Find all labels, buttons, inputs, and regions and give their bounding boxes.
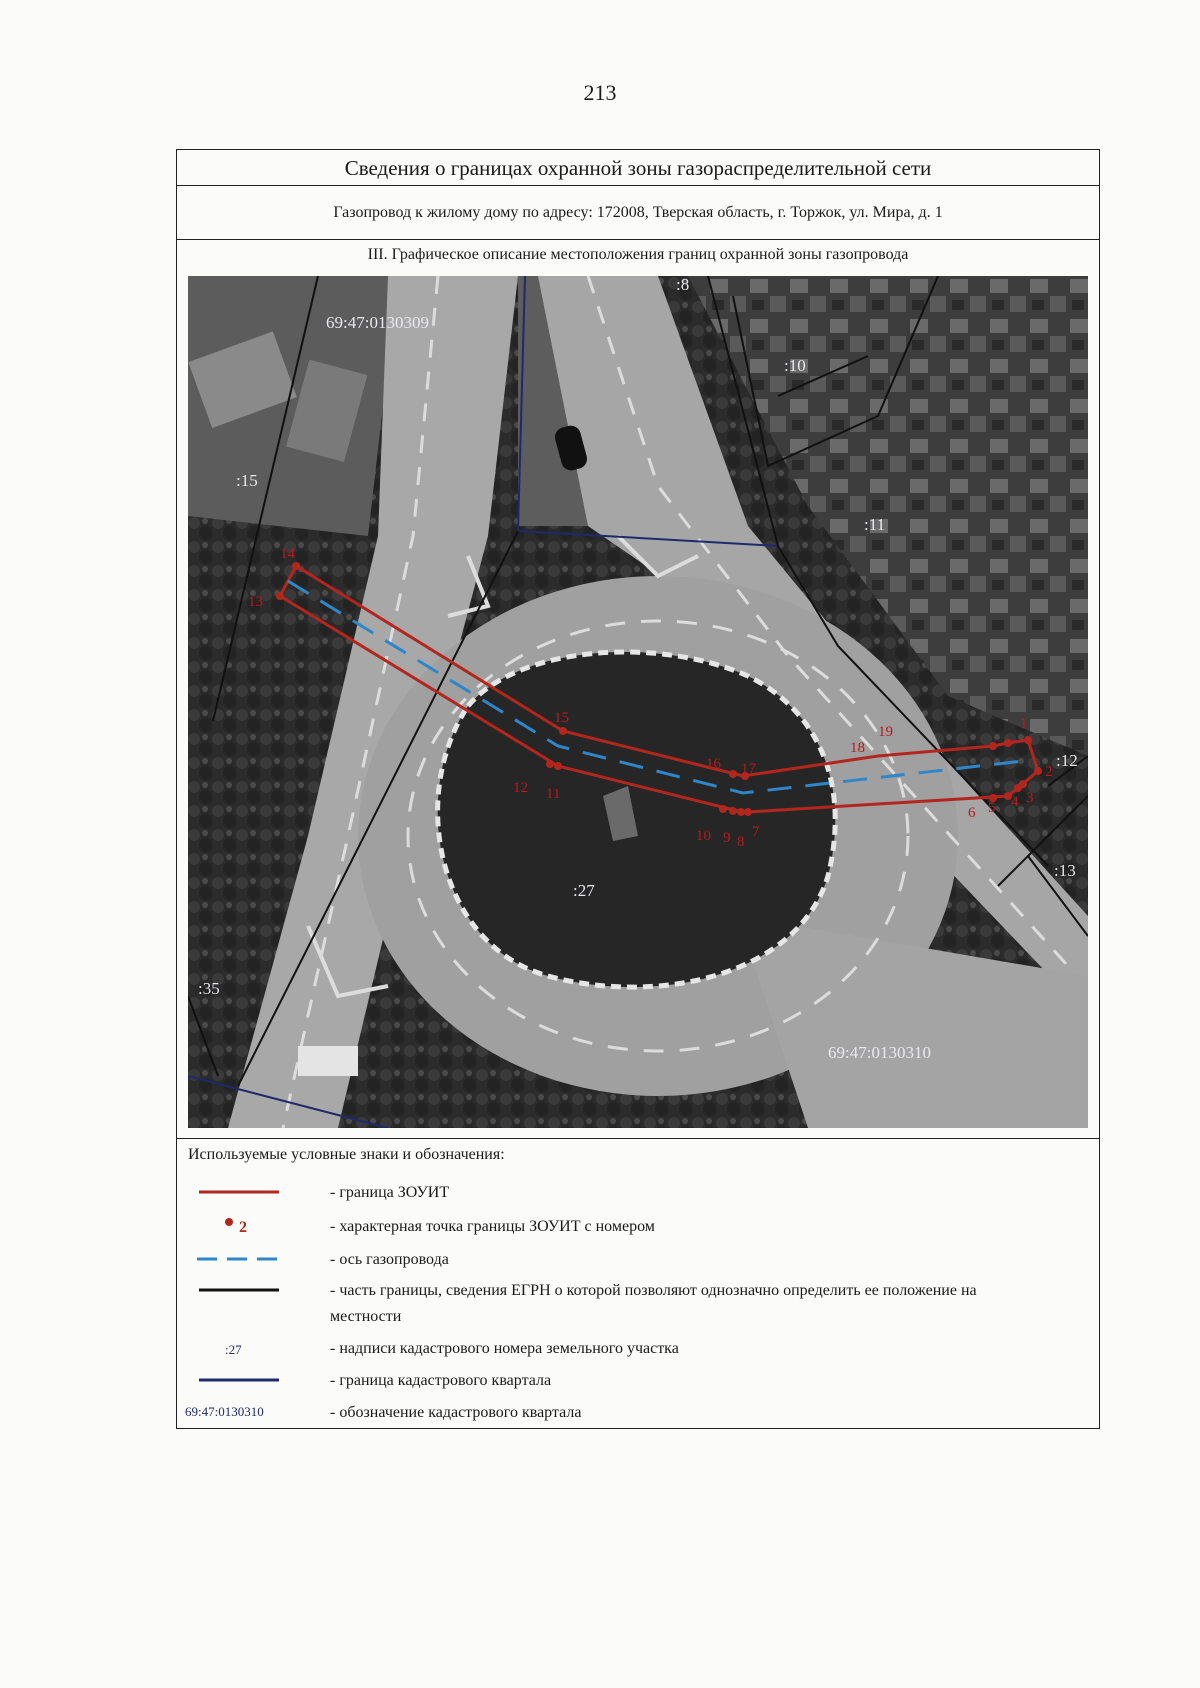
point-label: 10	[696, 828, 711, 844]
point-label: 6	[968, 805, 976, 821]
parcel-label: :11	[864, 515, 886, 534]
point-11	[554, 762, 562, 770]
legend-text: - обозначение кадастрового квартала	[330, 1404, 582, 1421]
point-2	[1034, 767, 1042, 775]
point-14	[292, 562, 300, 570]
page-number: 213	[583, 80, 617, 105]
point-18	[989, 742, 997, 750]
object-address: Газопровод к жилому дому по адресу: 172008, Тверская область, г. Торжок, ул. Мира, д. 1	[177, 186, 1099, 240]
navy-line-symbol	[189, 1368, 329, 1392]
truck	[298, 1046, 358, 1076]
quarter-label-symbol	[179, 1400, 319, 1424]
central-island	[438, 652, 836, 987]
legend-text: - ось газопровода	[330, 1251, 449, 1268]
point-label: 12	[513, 780, 528, 796]
aerial-map	[188, 276, 1088, 1128]
parcel-label-symbol	[189, 1336, 329, 1360]
point-symbol-label: 2	[239, 1219, 247, 1236]
zone-info-table	[176, 149, 1100, 1429]
point-19	[1004, 739, 1012, 747]
parcel-label: :8	[676, 276, 690, 294]
parcel-label: :12	[1056, 751, 1078, 770]
point-8	[737, 808, 745, 816]
point-label: 19	[878, 724, 893, 740]
point-label: 15	[554, 710, 569, 726]
quarter-label: 69:47:0130310	[828, 1043, 931, 1062]
point-label: 3	[1026, 790, 1034, 806]
quarter-symbol-label: 69:47:0130310	[185, 1404, 264, 1419]
parcel-label: :10	[784, 356, 806, 375]
legend-text: - надписи кадастрового номера земельного участка	[330, 1340, 679, 1357]
point-4	[1014, 784, 1022, 792]
point-7	[744, 808, 752, 816]
point-12	[546, 760, 554, 768]
point-label: 16	[706, 756, 721, 772]
point-label: 14	[280, 546, 295, 562]
point-label: 11	[546, 786, 561, 802]
blue-dashed-line-symbol	[189, 1247, 329, 1271]
legend-text: - граница кадастрового квартала	[330, 1372, 552, 1389]
parcel-label: :35	[198, 979, 220, 998]
point-label: 5	[988, 800, 996, 816]
quarter-label: 69:47:0130309	[326, 313, 429, 332]
parcel-label: :13	[1054, 861, 1076, 880]
point-9	[729, 807, 737, 815]
point-label: 2	[1045, 764, 1053, 780]
legend-text: - характерная точка границы ЗОУИТ с номером	[330, 1218, 655, 1235]
legend-separator	[177, 1138, 1099, 1139]
point-16	[729, 770, 737, 778]
legend-text: - граница ЗОУИТ	[330, 1184, 450, 1201]
map-svg	[188, 276, 1088, 1128]
red-line-symbol	[189, 1180, 329, 1204]
legend-text: - часть границы, сведения ЕГРН о которой позволяют однозначно определить ее положение на местности	[330, 1282, 977, 1325]
point-1	[1024, 736, 1032, 744]
point-label: 9	[723, 830, 731, 846]
point-label: 17	[741, 761, 756, 777]
point-label: 13	[248, 594, 263, 610]
point-label: 18	[850, 740, 865, 756]
parcel-label: :15	[236, 471, 258, 490]
table-title: Сведения о границах охранной зоны газораспределительной сети	[177, 150, 1099, 186]
parcel-symbol-label: :27	[225, 1342, 242, 1357]
black-line-symbol	[189, 1278, 329, 1302]
point-13	[276, 592, 284, 600]
point-label: 7	[752, 824, 760, 840]
point-label: 8	[737, 834, 745, 850]
point-label: 4	[1011, 794, 1019, 810]
point-label: 1	[1020, 716, 1028, 732]
red-point-symbol	[189, 1214, 329, 1238]
section-heading: III. Графическое описание местоположения границ охранной зоны газопровода	[367, 246, 909, 263]
point-10	[719, 805, 727, 813]
legend-title: Используемые условные знаки и обозначения:	[188, 1146, 505, 1163]
parcel-label: :27	[573, 881, 595, 900]
point-15	[559, 727, 567, 735]
